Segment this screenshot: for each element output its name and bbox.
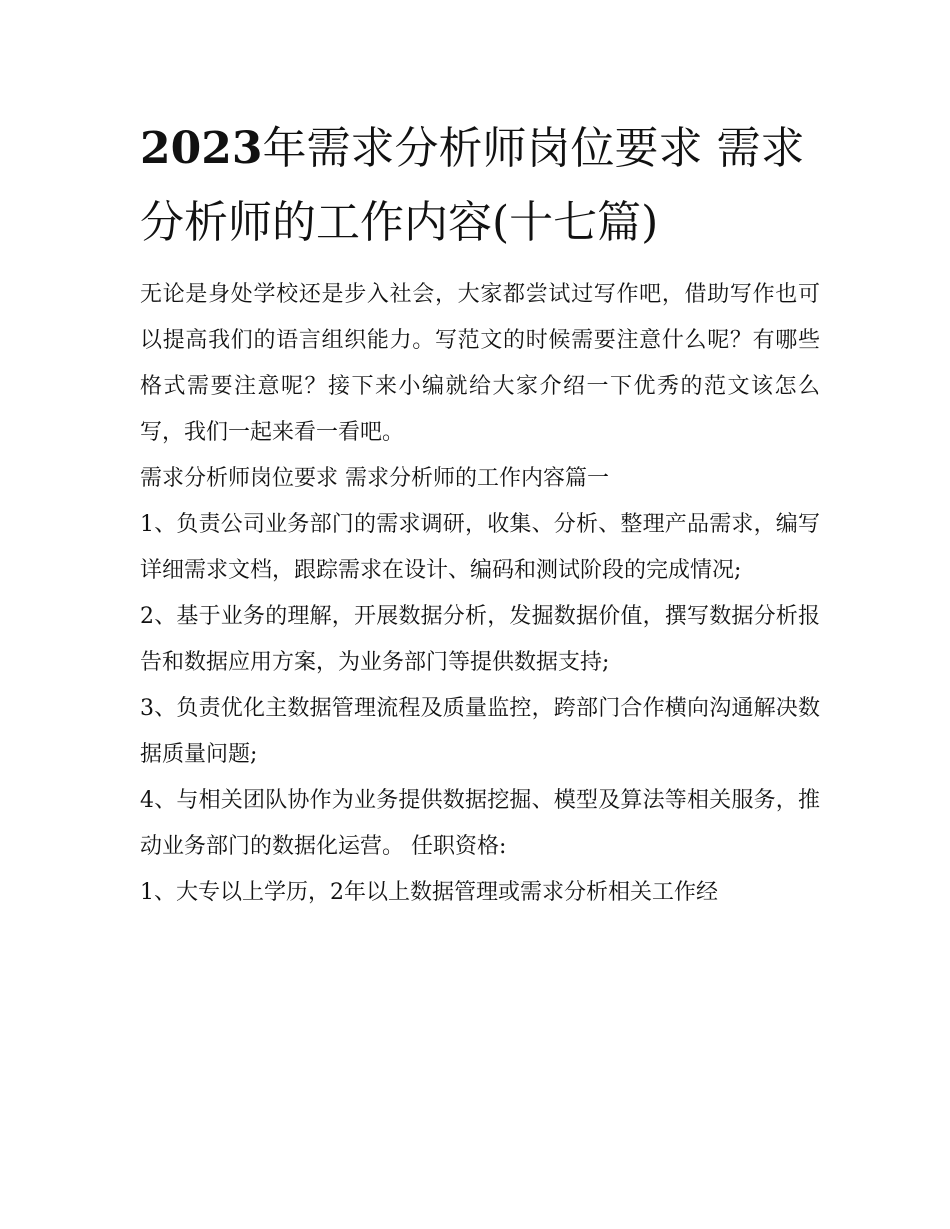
list-item: 4、与相关团队协作为业务提供数据挖掘、模型及算法等相关服务，推动业务部门的数据化运营。 任职资格: [140, 788, 820, 859]
title-year: 2023 [140, 123, 263, 174]
document-page [140, 112, 820, 916]
document-title [140, 112, 820, 260]
list-item: 2、基于业务的理解，开展数据分析，发掘数据价值，撰写数据分析报告和数据应用方案，为业务部门等提供数据支持; [140, 604, 820, 675]
list-item: 3、负责优化主数据管理流程及质量监控，跨部门合作横向沟通解决数据质量问题; [140, 696, 820, 767]
title-text: 年需求分析师岗位要求 需求分析师的工作内容(十七篇) [140, 123, 805, 248]
list-item: 1、负责公司业务部门的需求调研，收集、分析、整理产品需求，编写详细需求文档，跟踪需求在设计、编码和测试阶段的完成情况; [140, 512, 820, 583]
intro-paragraph: 无论是身处学校还是步入社会，大家都尝试过写作吧，借助写作也可以提高我们的语言组织能力。写范文的时候需要注意什么呢？有哪些格式需要注意呢？接下来小编就给大家介绍一下优秀的范文该怎么写，我们一起来看一看吧。 [140, 282, 820, 445]
section-heading: 需求分析师岗位要求 需求分析师的工作内容篇一 [140, 466, 609, 491]
list-item: 1、大专以上学历，2年以上数据管理或需求分析相关工作经 [140, 880, 718, 905]
